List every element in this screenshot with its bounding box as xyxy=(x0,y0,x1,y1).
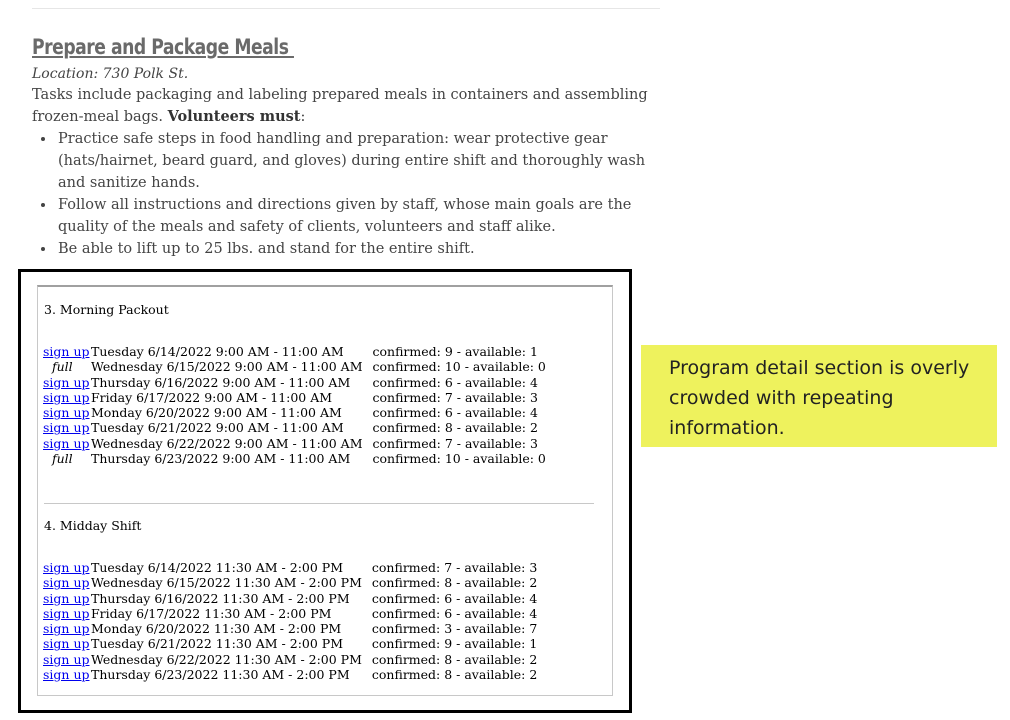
shift-row xyxy=(43,436,546,451)
shift-datetime: Wednesday 6/22/2022 9:00 AM - 11:00 AM xyxy=(91,435,363,451)
requirements-list xyxy=(32,128,672,260)
shift-row xyxy=(43,560,537,575)
shift-action-cell xyxy=(43,652,91,667)
sign-up-link[interactable]: sign up xyxy=(43,590,90,606)
shift-datetime: Friday 6/17/2022 9:00 AM - 11:00 AM xyxy=(91,389,333,405)
shift-row xyxy=(43,359,546,374)
sign-up-link[interactable]: sign up xyxy=(43,636,90,652)
shift-row xyxy=(43,420,546,435)
shift-action-cell xyxy=(43,344,91,359)
program-location: Location: 730 Polk St. xyxy=(32,66,189,82)
top-divider xyxy=(32,8,660,9)
shift-action-cell xyxy=(43,636,91,651)
shift-datetime: Tuesday 6/14/2022 11:30 AM - 2:00 PM xyxy=(91,560,344,575)
shift-row xyxy=(43,621,537,636)
full-label: full xyxy=(52,451,73,467)
highlight-frame xyxy=(18,269,632,713)
shift-availability: confirmed: 8 - available: 2 xyxy=(372,420,538,436)
shift-rows xyxy=(43,560,537,682)
shift-availability: confirmed: 8 - available: 2 xyxy=(371,575,538,591)
shift-availability: confirmed: 9 - available: 1 xyxy=(371,636,538,652)
shift-action-cell xyxy=(43,606,91,621)
shift-schedule-panel xyxy=(37,285,613,696)
sign-up-link[interactable]: sign up xyxy=(43,405,90,421)
shift-datetime: Thursday 6/23/2022 11:30 AM - 2:00 PM xyxy=(91,667,350,683)
shift-action-cell xyxy=(43,560,91,575)
shift-availability: confirmed: 7 - available: 3 xyxy=(371,560,538,575)
section-divider xyxy=(44,503,594,504)
shift-datetime: Tuesday 6/21/2022 11:30 AM - 2:00 PM xyxy=(91,636,344,652)
shift-action-cell xyxy=(43,375,91,390)
shift-datetime: Tuesday 6/14/2022 9:00 AM - 11:00 AM xyxy=(91,344,344,359)
shift-row xyxy=(43,390,546,405)
shift-table-midday-shift xyxy=(43,560,537,682)
sign-up-link[interactable]: sign up xyxy=(43,420,90,436)
shift-row xyxy=(43,591,537,606)
shift-availability: confirmed: 10 - available: 0 xyxy=(372,451,546,467)
shift-action-cell xyxy=(43,390,91,405)
shift-datetime: Monday 6/20/2022 9:00 AM - 11:00 AM xyxy=(91,405,342,421)
shift-row xyxy=(43,405,546,420)
shift-table-morning-packout xyxy=(43,344,546,466)
shift-action-cell xyxy=(43,575,91,590)
shift-datetime: Monday 6/20/2022 11:30 AM - 2:00 PM xyxy=(91,621,342,637)
shift-datetime: Wednesday 6/15/2022 9:00 AM - 11:00 AM xyxy=(91,359,363,375)
shift-action-cell xyxy=(43,436,91,451)
shift-rows xyxy=(43,344,546,466)
shift-row xyxy=(43,575,537,590)
shift-datetime: Thursday 6/23/2022 9:00 AM - 11:00 AM xyxy=(91,451,351,467)
shift-availability: confirmed: 6 - available: 4 xyxy=(371,605,538,621)
shift-action-cell xyxy=(43,591,91,606)
shift-availability: confirmed: 3 - available: 7 xyxy=(371,621,538,637)
shift-availability: confirmed: 6 - available: 4 xyxy=(372,374,538,390)
shift-row xyxy=(43,606,537,621)
requirement-item: • Practice safe steps in food handling and preparation: wear protective gear (hats/hairnet, beard guard, and gloves) during entire shift and thoroughly wash and sanitize hands. xyxy=(56,128,672,194)
sign-up-link[interactable]: sign up xyxy=(43,435,90,451)
shift-availability: confirmed: 6 - available: 4 xyxy=(371,590,538,606)
shift-action-cell xyxy=(43,405,91,420)
shift-datetime: Thursday 6/16/2022 9:00 AM - 11:00 AM xyxy=(91,374,351,390)
sign-up-link[interactable]: sign up xyxy=(43,667,90,683)
shift-datetime: Friday 6/17/2022 11:30 AM - 2:00 PM xyxy=(91,605,332,621)
shift-availability: confirmed: 7 - available: 3 xyxy=(372,435,538,451)
sign-up-link[interactable]: sign up xyxy=(43,560,90,575)
shift-datetime: Wednesday 6/22/2022 11:30 AM - 2:00 PM xyxy=(91,651,362,667)
shift-action-cell xyxy=(43,621,91,636)
shift-row xyxy=(43,344,546,359)
shift-row xyxy=(43,667,537,682)
sign-up-link[interactable]: sign up xyxy=(43,344,90,359)
sign-up-link[interactable]: sign up xyxy=(43,605,90,621)
shift-datetime: Tuesday 6/21/2022 9:00 AM - 11:00 AM xyxy=(91,420,344,436)
callout-text: Program detail section is overly crowded with repeating information. xyxy=(669,357,970,439)
shift-datetime: Wednesday 6/15/2022 11:30 AM - 2:00 PM xyxy=(91,575,362,591)
shift-availability: confirmed: 8 - available: 2 xyxy=(371,667,538,683)
shift-row xyxy=(43,636,537,651)
full-label: full xyxy=(52,359,73,375)
shift-row xyxy=(43,375,546,390)
requirements-lead: Volunteers must xyxy=(167,108,301,125)
shift-availability: confirmed: 9 - available: 1 xyxy=(372,344,538,359)
sign-up-link[interactable]: sign up xyxy=(43,389,90,405)
program-title[interactable]: Prepare and Package Meals xyxy=(32,35,294,59)
shift-action-cell xyxy=(43,420,91,435)
sign-up-link[interactable]: sign up xyxy=(43,651,90,667)
sign-up-link[interactable]: sign up xyxy=(43,374,90,390)
shift-action-cell xyxy=(43,667,91,682)
shift-availability: confirmed: 7 - available: 3 xyxy=(372,389,538,405)
shift-row xyxy=(43,652,537,667)
requirement-item: • Follow all instructions and directions given by staff, whose main goals are the quality of the meals and safety of clients, volunteers and staff alike. xyxy=(56,194,672,238)
shift-action-cell xyxy=(43,359,91,374)
requirements-colon: : xyxy=(300,109,306,125)
shift-action-cell xyxy=(43,451,91,466)
description-text: Tasks include packaging and labeling prepared meals in containers and assembling frozen-meal bags. xyxy=(32,87,648,125)
section-title-midday-shift: 4. Midday Shift xyxy=(44,518,142,533)
program-header xyxy=(32,32,672,260)
shift-datetime: Thursday 6/16/2022 11:30 AM - 2:00 PM xyxy=(91,590,350,606)
shift-availability: confirmed: 8 - available: 2 xyxy=(371,651,538,667)
requirement-item: • Be able to lift up to 25 lbs. and stand for the entire shift. xyxy=(56,238,672,260)
annotation-callout xyxy=(641,345,997,447)
shift-availability: confirmed: 10 - available: 0 xyxy=(372,359,546,375)
program-description xyxy=(32,84,672,128)
sign-up-link[interactable]: sign up xyxy=(43,621,90,637)
section-title-morning-packout: 3. Morning Packout xyxy=(44,302,169,317)
sign-up-link[interactable]: sign up xyxy=(43,575,90,591)
shift-availability: confirmed: 6 - available: 4 xyxy=(372,405,538,421)
shift-row xyxy=(43,451,546,466)
